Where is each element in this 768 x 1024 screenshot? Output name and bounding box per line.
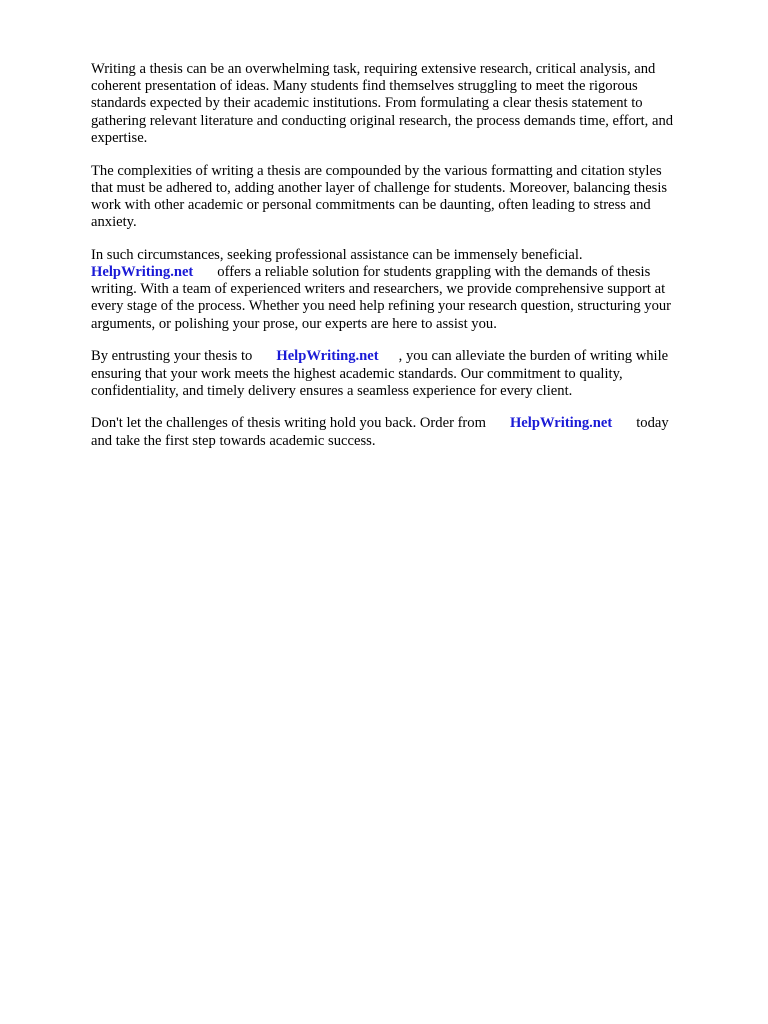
- text-line: Writing a thesis can be an overwhelming task, requiring extensive research, critical analysis, and: [91, 61, 656, 77]
- document-page: [91, 61, 721, 450]
- helpwriting-link[interactable]: HelpWriting.net: [91, 264, 194, 281]
- helpwriting-link[interactable]: HelpWriting.net: [276, 348, 379, 365]
- text-line: expertise.: [91, 129, 148, 146]
- text-line: every stage of the process. Whether you need help refining your research question, structuring your: [91, 298, 672, 315]
- text-line-with-link: [91, 264, 721, 281]
- text-line: In such circumstances, seeking professional assistance can be immensely beneficial.: [91, 246, 583, 263]
- text-segment: , you can alleviate the burden of writing while: [398, 348, 669, 365]
- text-segment: offers a reliable solution for students grappling with the demands of thesis: [217, 264, 651, 281]
- text-line: work with other academic or personal commitments can be daunting, often leading to stress and: [91, 196, 651, 213]
- paragraph-intro: [91, 61, 721, 147]
- text-segment: By entrusting your thesis to: [91, 348, 253, 365]
- text-segment: Don't let the challenges of thesis writing hold you back. Order from: [91, 415, 486, 432]
- text-line: coherent presentation of ideas. Many students find themselves struggling to meet the rigorous: [91, 78, 638, 95]
- text-line: anxiety.: [91, 214, 137, 231]
- paragraph-assistance: [91, 247, 721, 333]
- text-line: arguments, or polishing your prose, our experts are here to assist you.: [91, 315, 497, 332]
- text-line: writing. With a team of experienced writers and researchers, we provide comprehensive support at: [91, 281, 666, 298]
- text-line: standards expected by their academic institutions. From formulating a clear thesis statement to: [91, 95, 643, 112]
- text-line-with-link: [91, 348, 721, 365]
- text-line: The complexities of writing a thesis are compounded by the various formatting and citation styles: [91, 162, 662, 179]
- paragraph-entrusting: [91, 348, 721, 400]
- paragraph-call-to-action: [91, 415, 721, 449]
- text-line-with-link: [91, 415, 721, 432]
- text-line: that must be adhered to, adding another layer of challenge for students. Moreover, balancing thesis: [91, 179, 668, 196]
- text-line: confidentiality, and timely delivery ensures a seamless experience for every client.: [91, 382, 573, 399]
- text-segment: today: [636, 415, 669, 432]
- text-line: gathering relevant literature and conducting original research, the process demands time, effort, and: [91, 112, 674, 129]
- text-line: and take the first step towards academic success.: [91, 432, 376, 449]
- paragraph-complexities: [91, 163, 721, 232]
- text-line: ensuring that your work meets the highest academic standards. Our commitment to quality,: [91, 365, 623, 382]
- helpwriting-link[interactable]: HelpWriting.net: [509, 415, 613, 432]
